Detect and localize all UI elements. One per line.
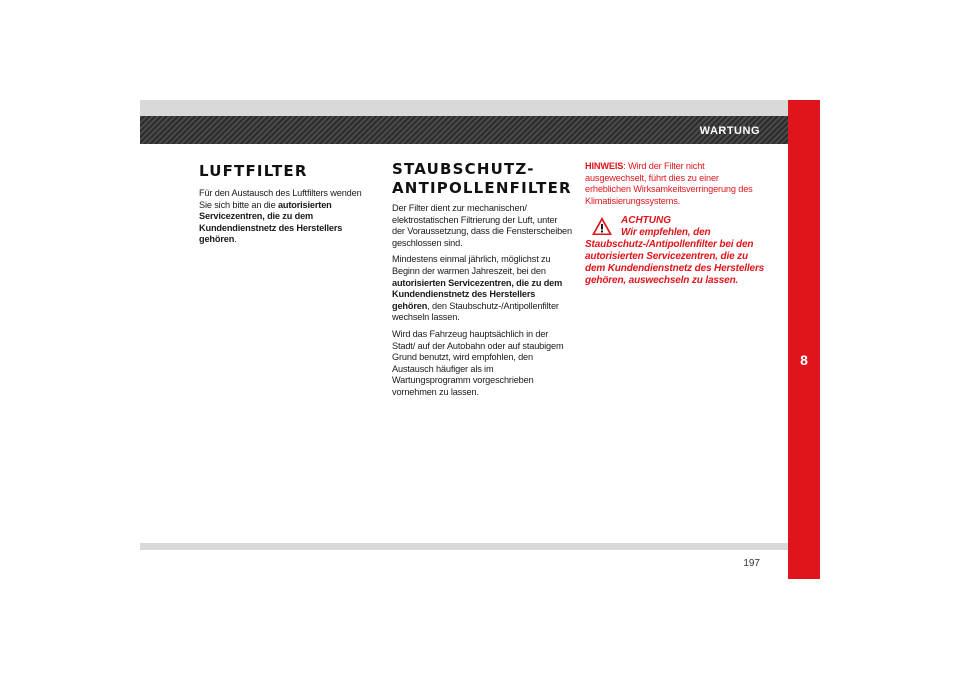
- staubschutz-p2-a: Mindestens einmal jährlich, möglichst zu Beginn der warmen Jahreszeit, bei den: [392, 254, 551, 276]
- achtung-line1: Wir empfehlen, den: [621, 227, 711, 239]
- achtung-text: [585, 227, 765, 287]
- staubschutz-p2-end: , den Staubschutz-/Antipollenfilter wechseln lassen.: [392, 300, 559, 323]
- luftfilter-section: [199, 162, 374, 251]
- staubschutz-title-line2: ANTIPOLLENFILTER: [392, 179, 572, 197]
- achtung-title: ACHTUNG: [621, 215, 671, 227]
- staubschutz-paragraph-3: Wird das Fahrzeug hauptsächlich in der Stadt/ auf der Autobahn oder auf staubigem Grund benutzt, wird empfohlen, den Austausch häufiger als im Wartungsprogramm vorgeschrieben vornehmen zu lassen.: [392, 328, 564, 397]
- hinweis-text: : Wird der Filter nicht ausgewechselt, führt dies zu einer erheblichen Wirksamkeitsverringerung des Klimatisierungssystems.: [585, 161, 753, 206]
- luftfilter-text-end: .: [234, 234, 237, 245]
- hinweis-note: [585, 161, 765, 207]
- staubschutz-title-line1: STAUBSCHUTZ-: [392, 160, 535, 178]
- chapter-tab: [788, 100, 820, 579]
- luftfilter-text-a: Für den Austausch des Luftfilters wenden Sie sich bitte an die: [199, 188, 362, 210]
- page-number: 197: [743, 558, 760, 569]
- top-band: [140, 100, 788, 116]
- staubschutz-paragraph-1: Der Filter dient zur mechanischen/ elektrostatischen Filtrierung der Luft, unter der Voraussetzung, dass die Fensterscheiben geschlossen sind.: [392, 203, 572, 248]
- bottom-band: [140, 543, 788, 550]
- section-title: WARTUNG: [699, 125, 760, 137]
- warning-triangle-icon: [591, 216, 613, 236]
- luftfilter-title: LUFTFILTER: [199, 162, 308, 180]
- staubschutz-paragraph-2: [392, 254, 572, 324]
- notes-section: [585, 161, 765, 287]
- luftfilter-text-bold: autorisierten Servicezentren, die zu dem Kundendienstnetz des Herstellers gehören: [199, 199, 343, 245]
- hinweis-label: HINWEIS: [585, 161, 624, 171]
- staubschutz-title: [392, 160, 572, 198]
- staubschutz-p2-bold: autorisierten Servicezentren, die zu dem Kundendienstnetz des Herstellers gehören: [392, 277, 563, 311]
- luftfilter-text: [199, 188, 374, 246]
- achtung-warning: [585, 215, 765, 287]
- achtung-rest: Staubschutz-/Antipollenfilter bei den autorisierten Servicezentren, die zu dem Kundendienstnetz des Herstellers gehören, auswechseln zu lassen.: [585, 239, 765, 287]
- header-bar: [140, 116, 788, 144]
- staubschutz-section: [392, 160, 572, 404]
- chapter-number: 8: [800, 352, 808, 368]
